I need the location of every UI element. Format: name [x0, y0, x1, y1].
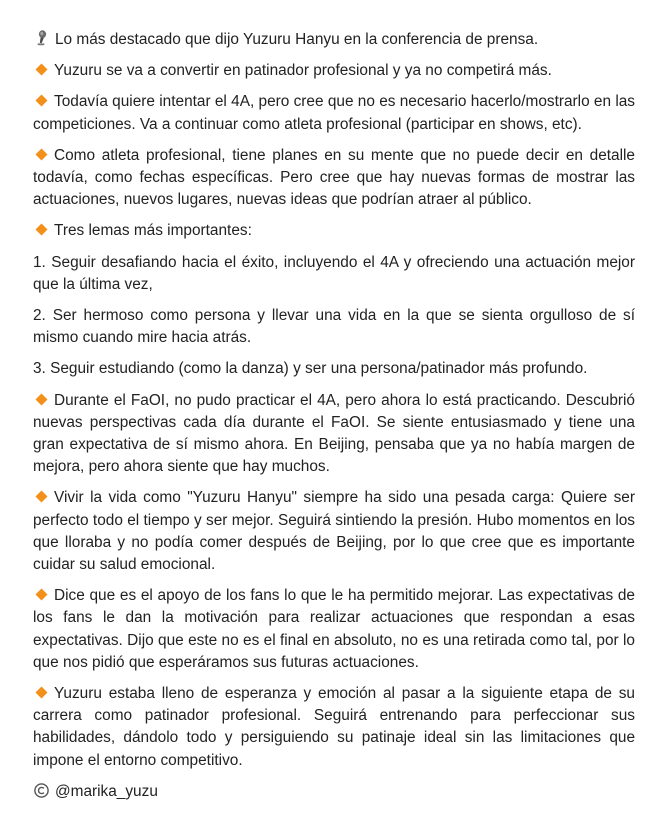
point-1-text: Yuzuru se va a convertir en patinador profesional y ya no competirá más. — [54, 62, 552, 80]
headline-text: Lo más destacado que dijo Yuzuru Hanyu en la conferencia de prensa. — [55, 31, 539, 48]
orange-diamond-icon — [35, 490, 48, 503]
orange-diamond-icon — [35, 94, 48, 107]
credit-handle[interactable]: @marika_yuzu — [55, 782, 158, 800]
point-6-text: Vivir la vida como "Yuzuru Hanyu" siempre ha sido una pesada carga: Quiere ser perfecto todo el tiempo y ser mejor. Seguirá sintiendo la presión. Hubo momentos en los que lloraba y no podía comer después de Beijing, por lo que cree que es importante cuidar su salud emocional. — [33, 489, 635, 574]
point-5 — [33, 390, 635, 479]
point-1 — [33, 60, 635, 82]
orange-diamond-icon — [35, 148, 48, 161]
motto-1: 1. Seguir desafiando hacia el éxito, incluyendo el 4A y ofreciendo una actuación mejor que la última vez, — [33, 253, 635, 293]
point-5-text: Durante el FaOI, no pudo practicar el 4A, pero ahora lo está practicando. Descubrió nuevas perspectivas cada día durante el FaOI. Se siente entusiasmado y tiene una gran expectativa de sí mismo ahora. En Beijing, pensaba que ya no había margen de mejora, pero ahora siente que hay muchos. — [33, 391, 635, 476]
point-8 — [33, 683, 635, 772]
point-2-text: Todavía quiere intentar el 4A, pero cree que no es necesario hacerlo/mostrarlo en las competiciones. Va a continuar como atleta profesional (participar en shows, etc). — [33, 93, 635, 133]
orange-diamond-icon — [35, 63, 48, 76]
orange-diamond-icon — [35, 223, 48, 236]
point-8-text: Yuzuru estaba lleno de esperanza y emoción al pasar a la siguiente etapa de su carrera como patinador profesional. Seguirá entrenando para perfeccionar sus habilidades, dándolo todo y persiguiendo su patinaje ideal sin las limitaciones que impone el entorno competitivo. — [33, 685, 635, 769]
credit — [33, 781, 635, 803]
point-7-text: Dice que es el apoyo de los fans lo que le ha permitido mejorar. Las expectativas de los fans le dan la motivación para realizar actuaciones que respondan a esas expectativas. Dijo que este no es el final en absoluto, no es una retirada como tal, por lo que nos pidió que esperáramos sus futuras actuaciones. — [33, 587, 635, 671]
point-3 — [33, 145, 635, 212]
point-2 — [33, 91, 635, 135]
headline — [33, 29, 635, 51]
orange-diamond-icon — [35, 393, 48, 406]
motto-3: 3. Seguir estudiando (como la danza) y ser una persona/patinador más profundo. — [33, 360, 588, 378]
point-4 — [33, 220, 635, 242]
copyright-icon — [34, 783, 49, 798]
orange-diamond-icon — [35, 686, 48, 699]
microphone-icon — [34, 30, 49, 46]
motto-2: 2. Ser hermoso como persona y llevar una vida en la que se sienta orgulloso de sí mismo cuando mire hacia atrás. — [33, 307, 635, 347]
point-4-text: Tres lemas más importantes: — [54, 222, 252, 240]
orange-diamond-icon — [35, 588, 48, 601]
point-3-text: Como atleta profesional, tiene planes en su mente que no puede decir en detalle todavía, como fechas específicas. Pero cree que hay nuevas formas de mostrar las actuaciones, nuevos lugares, nuevas ideas que podrían atraer al público. — [33, 146, 635, 209]
point-6 — [33, 487, 635, 576]
point-7 — [33, 585, 635, 674]
